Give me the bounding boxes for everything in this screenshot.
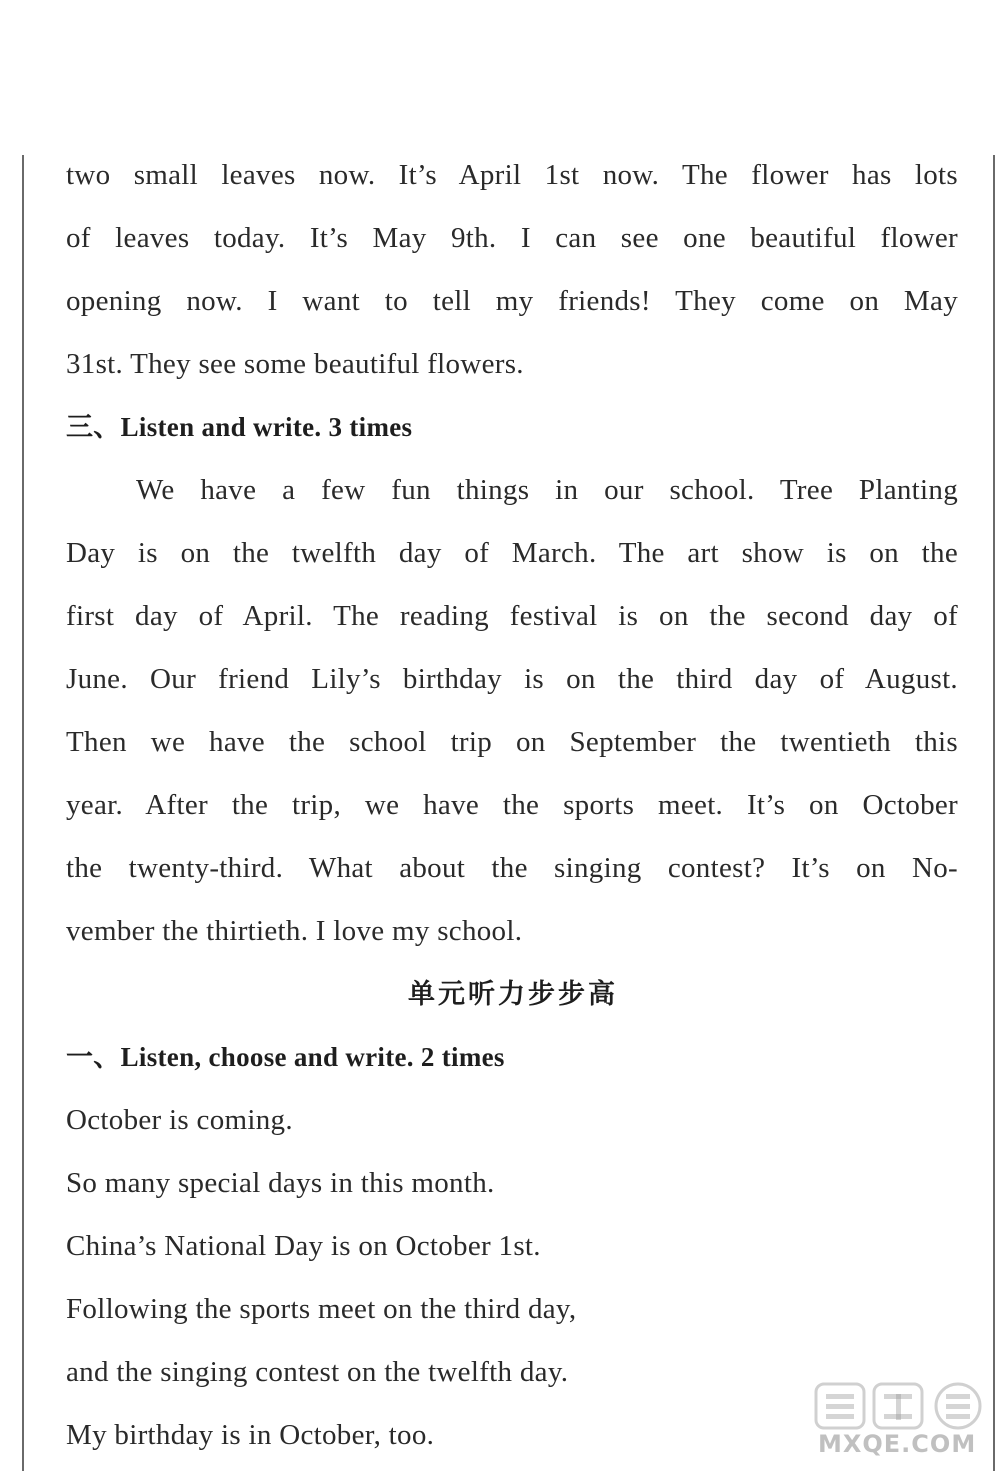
- paragraph-2-line-2: Day is on the twelfth day of March. The art show is on the: [66, 537, 958, 569]
- left-margin-rule: [22, 155, 24, 1471]
- paragraph-2-line-7: the twenty-third. What about the singing contest? It’s on No-: [66, 852, 958, 884]
- paragraph-1-line-3: opening now. I want to tell my friends! They come on May: [66, 285, 958, 317]
- paragraph-1-line-2: of leaves today. It’s May 9th. I can see one beautiful flower: [66, 222, 958, 254]
- watermark: [812, 1380, 992, 1465]
- paragraph-1-line-4: 31st. They see some beautiful flowers.: [66, 348, 524, 380]
- poem-line-2: So many special days in this month.: [66, 1167, 495, 1199]
- section-3-heading: 三、Listen and write. 3 times: [66, 412, 413, 442]
- poem-line-3: China’s National Day is on October 1st.: [66, 1230, 541, 1262]
- paragraph-2-line-3: first day of April. The reading festival is on the second day of: [66, 600, 958, 632]
- paragraph-2-line-6: year. After the trip, we have the sports meet. It’s on October: [66, 789, 958, 821]
- watermark-site-text: MXQE.COM: [818, 1430, 977, 1458]
- paragraph-1-line-1: two small leaves now. It’s April 1st now. The flower has lots: [66, 159, 958, 191]
- watermark-logo-icon: [812, 1380, 992, 1432]
- paragraph-2-line-4: June. Our friend Lily’s birthday is on the third day of August.: [66, 663, 958, 695]
- paragraph-2-line-1: We have a few fun things in our school. Tree Planting: [136, 474, 958, 506]
- paragraph-2-line-8: vember the thirtieth. I love my school.: [66, 915, 523, 947]
- unit-title: 单元听力步步高: [408, 979, 618, 1010]
- section-1-heading: 一、Listen, choose and write. 2 times: [66, 1042, 505, 1072]
- poem-line-4: Following the sports meet on the third day,: [66, 1293, 577, 1325]
- poem-line-6: My birthday is in October, too.: [66, 1419, 435, 1451]
- poem-line-1: October is coming.: [66, 1104, 293, 1136]
- poem-line-5: and the singing contest on the twelfth day.: [66, 1356, 569, 1388]
- paragraph-2-line-5: Then we have the school trip on September the twentieth this: [66, 726, 958, 758]
- right-margin-rule: [993, 155, 995, 1471]
